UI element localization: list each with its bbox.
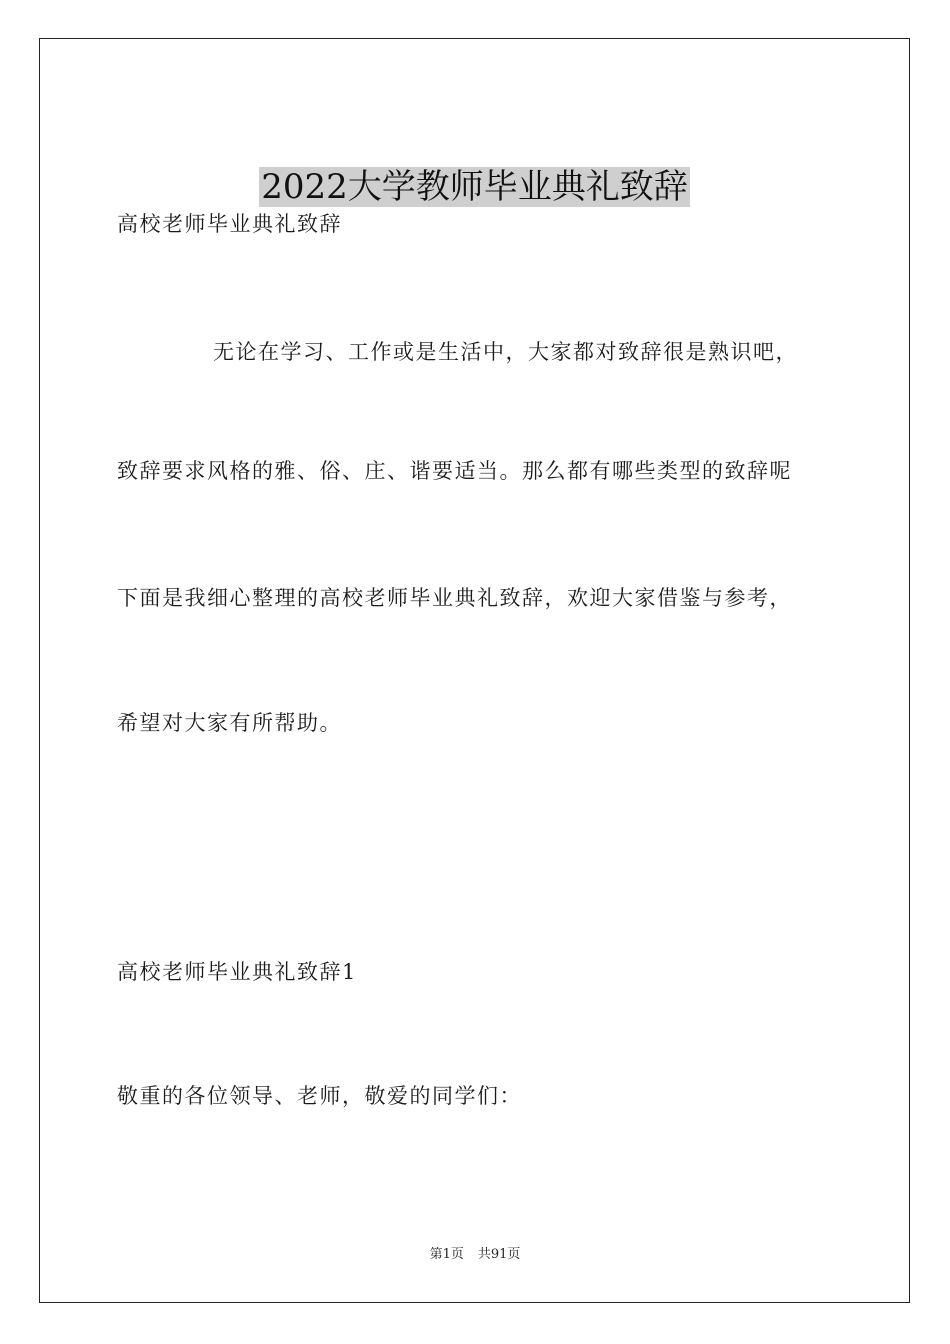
- paragraph-line: 希望对大家有所帮助。: [117, 711, 342, 735]
- salutation: 敬重的各位领导、老师，敬爱的同学们：: [117, 1084, 522, 1108]
- page-total: 共91页: [477, 1247, 521, 1262]
- paragraph-line: 无论在学习、工作或是生活中，大家都对致辞很是熟识吧，: [213, 340, 798, 364]
- page-number: 第1页: [429, 1247, 464, 1262]
- subtitle: 高校老师毕业典礼致辞: [117, 212, 342, 236]
- paragraph-line: 致辞要求风格的雅、俗、庄、谐要适当。那么都有哪些类型的致辞呢: [117, 459, 792, 483]
- document-title-text: 2022大学教师毕业典礼致辞: [261, 167, 688, 207]
- section-heading: 高校老师毕业典礼致辞1: [117, 960, 357, 984]
- page-footer: [0, 1246, 950, 1264]
- paragraph-line: 下面是我细心整理的高校老师毕业典礼致辞，欢迎大家借鉴与参考，: [117, 586, 792, 610]
- document-title: [40, 165, 909, 209]
